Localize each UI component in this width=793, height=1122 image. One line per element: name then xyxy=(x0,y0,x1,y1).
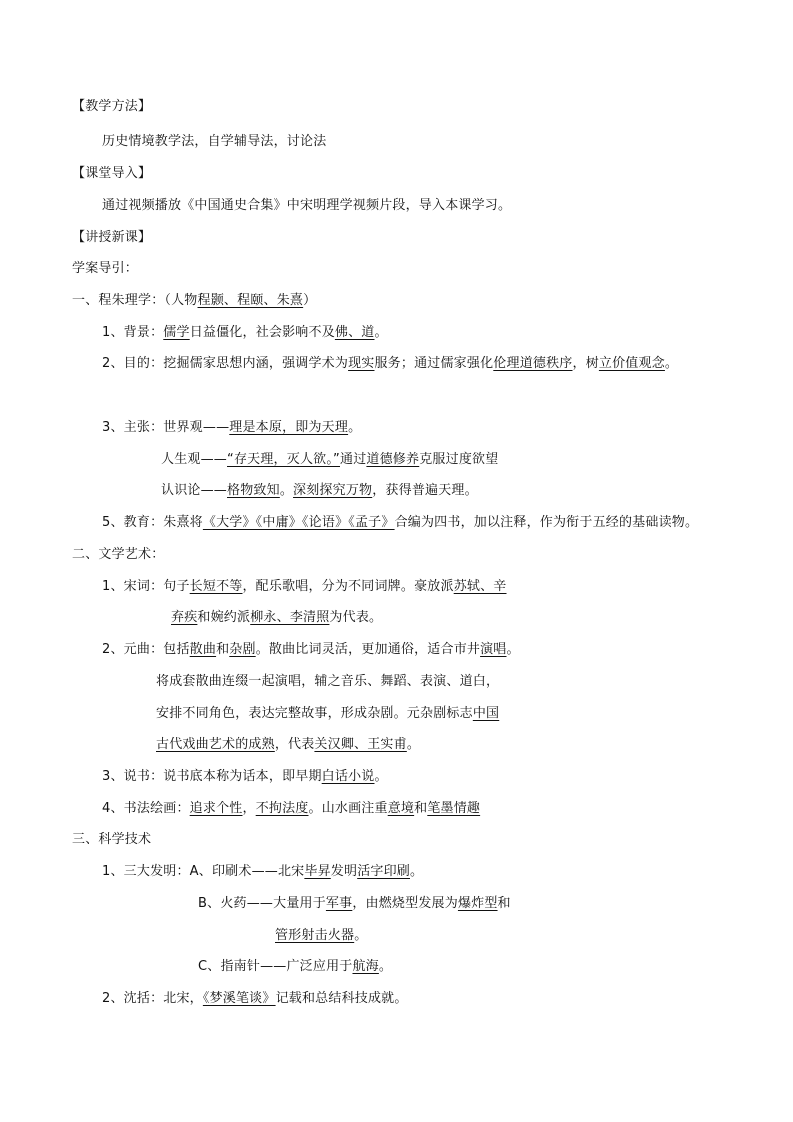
text: 合编为四书，加以注释，作为衔于五经的基础读物。 xyxy=(394,515,699,530)
underlined-text: 儒学 xyxy=(163,325,190,340)
underlined-text: 长短不等 xyxy=(189,579,243,594)
part3-inventions-c xyxy=(198,958,392,976)
text: 克服过度欲望 xyxy=(419,452,499,467)
underlined-text: 白话小说 xyxy=(321,769,375,784)
text: 。 xyxy=(374,769,388,784)
heading-new-lesson xyxy=(72,229,151,247)
underlined-text: 佛、道 xyxy=(334,325,375,340)
underlined-text: 不拘法度 xyxy=(255,801,309,816)
text: 三、科学技术 xyxy=(72,832,152,847)
text: 。 xyxy=(374,325,388,340)
body-text: 通过视频播放《中国通史合集》中宋明理学视频片段，导入本课学习。 xyxy=(102,198,512,213)
text: 二、文学艺术： xyxy=(72,547,165,562)
body-text: 学案导引： xyxy=(72,261,139,276)
text: 4、书法绘画： xyxy=(102,801,190,816)
underlined-text: 散曲 xyxy=(189,642,217,657)
underlined-text: 追求个性 xyxy=(189,801,243,816)
part2-songci xyxy=(102,578,507,596)
text: 和 xyxy=(497,896,511,911)
heading-intro xyxy=(72,165,151,183)
part1-claim-lifeview xyxy=(161,451,498,469)
underlined-text: 《大学》《中庸》《论语》《孟子》 xyxy=(202,515,395,530)
text: 5、教育：朱熹将 xyxy=(102,515,203,530)
part1-claim-epistemology xyxy=(161,482,478,500)
text: 服务；通过儒家强化 xyxy=(374,356,494,371)
text: 。 xyxy=(664,356,679,371)
text: 1、宋词：句子 xyxy=(102,579,190,594)
underlined-text: 《梦溪笔谈》 xyxy=(202,991,276,1006)
text: 为代表。 xyxy=(329,610,383,625)
text: 2、元曲：包括 xyxy=(102,642,190,657)
part3-shenkuo xyxy=(102,990,408,1008)
underlined-text: 现实 xyxy=(348,356,375,371)
part1-claim-worldview xyxy=(102,419,361,437)
text: 人生观—— xyxy=(161,452,228,467)
underlined-text: 笔墨情趣 xyxy=(427,801,481,816)
underlined-text: 深刻探究万物 xyxy=(293,483,373,498)
text: B、火药——大量用于 xyxy=(198,896,326,911)
part1-education xyxy=(102,514,698,532)
text: 。散曲比词灵活，更加通俗，适合市井 xyxy=(255,642,481,657)
part2-yuanqu-line2 xyxy=(156,673,499,691)
text: ，获得普遍天理。 xyxy=(372,483,478,498)
text: ） xyxy=(303,293,317,308)
part3-inventions-a xyxy=(102,863,423,881)
underlined-text: 关汉卿、王实甫 xyxy=(314,737,407,752)
part2-yuanqu-line3 xyxy=(156,705,499,723)
text: ，配乐歌唱，分为不同词牌。豪放派 xyxy=(242,579,454,594)
part3-inventions-b xyxy=(198,895,511,913)
text: 日益僵化，社会影响不及 xyxy=(189,325,335,340)
text: 和 xyxy=(414,801,428,816)
part2-storytelling xyxy=(102,768,388,786)
underlined-text: 伦理道德秩序 xyxy=(493,356,573,371)
intro-body xyxy=(102,197,511,215)
text: 和 xyxy=(216,642,230,657)
part3-inventions-b2 xyxy=(275,927,367,945)
text: 一、程朱理学：（人物 xyxy=(72,293,198,308)
text: 。 xyxy=(279,483,294,498)
underlined-text: 弃疾 xyxy=(171,610,198,625)
part2-yuanqu xyxy=(102,641,520,659)
underlined-text: 柳永、李清照 xyxy=(250,610,330,625)
text: 2、沈括：北宋， xyxy=(102,991,203,1006)
underlined-text: 程颢、程颐、朱熹 xyxy=(197,293,304,308)
heading-text: 【讲授新课】 xyxy=(72,230,152,245)
text: 通过 xyxy=(340,452,367,467)
underlined-text: 杂剧 xyxy=(229,642,256,657)
heading-text: 【教学方法】 xyxy=(72,99,152,114)
text: 1、三大发明：A、印刷术——北宋 xyxy=(102,864,305,879)
teaching-method-body xyxy=(102,133,326,151)
underlined-text: 爆炸型 xyxy=(457,896,498,911)
text: ，代表 xyxy=(274,737,315,752)
text: 3、主张：世界观—— xyxy=(102,420,230,435)
part3-title xyxy=(72,831,151,849)
text: 1、背景： xyxy=(102,325,164,340)
underlined-text: 活字印刷 xyxy=(357,864,410,879)
text: 。 xyxy=(406,737,421,752)
part1-background xyxy=(102,324,388,342)
part2-yuanqu-line4 xyxy=(156,736,420,754)
text: 2、目的：挖掘儒家思想内涵，强调学术为 xyxy=(102,356,349,371)
underlined-text: 立价值观念 xyxy=(598,356,665,371)
part2-calligraphy-painting xyxy=(102,800,480,818)
underlined-text: 军事 xyxy=(325,896,353,911)
text: 和婉约派 xyxy=(197,610,251,625)
underlined-text: 格物致知 xyxy=(227,483,280,498)
text: 3、说书：说书底本称为话本，即早期 xyxy=(102,769,322,784)
part1-goal xyxy=(102,355,678,373)
text: 发明 xyxy=(330,864,358,879)
text: 。山水画注重 xyxy=(308,801,388,816)
underlined-text: 意境 xyxy=(387,801,415,816)
underlined-text: 苏轼、辛 xyxy=(453,579,507,594)
text: 。 xyxy=(410,864,424,879)
underlined-text: 航海 xyxy=(352,959,379,974)
part2-title xyxy=(72,546,164,564)
text: 认识论—— xyxy=(161,483,228,498)
part1-title xyxy=(72,292,316,310)
text: ，树 xyxy=(572,356,599,371)
body-text: 历史情境教学法，自学辅导法，讨论法 xyxy=(102,134,327,149)
text: ， xyxy=(242,801,256,816)
text: 。 xyxy=(354,928,368,943)
text: 将成套散曲连缀一起演唱，辅之音乐、舞蹈、表演、道白， xyxy=(156,674,500,689)
text: ，由燃烧型发展为 xyxy=(352,896,458,911)
text: 。 xyxy=(506,642,520,657)
underlined-text: “存天理，灭人欲。” xyxy=(227,452,340,467)
underlined-text: 中国 xyxy=(472,706,500,721)
heading-teaching-method xyxy=(72,98,151,116)
text: 。 xyxy=(348,420,362,435)
underlined-text: 毕昇 xyxy=(304,864,331,879)
underlined-text: 管形射击火器 xyxy=(275,928,355,943)
heading-text: 【课堂导入】 xyxy=(72,166,152,181)
underlined-text: 理是本原，即为天理 xyxy=(229,420,349,435)
guide-label xyxy=(72,260,138,278)
text: 。 xyxy=(378,959,393,974)
text: C、指南针——广泛应用于 xyxy=(198,959,353,974)
part2-songci-line2 xyxy=(171,609,382,627)
underlined-text: 古代戏曲艺术的成熟 xyxy=(156,737,275,752)
text: 安排不同角色，表达完整故事，形成杂剧。元杂剧标志 xyxy=(156,706,473,721)
underlined-text: 道德修养 xyxy=(366,452,420,467)
underlined-text: 演唱 xyxy=(480,642,507,657)
text: 记载和总结科技成就。 xyxy=(275,991,408,1006)
